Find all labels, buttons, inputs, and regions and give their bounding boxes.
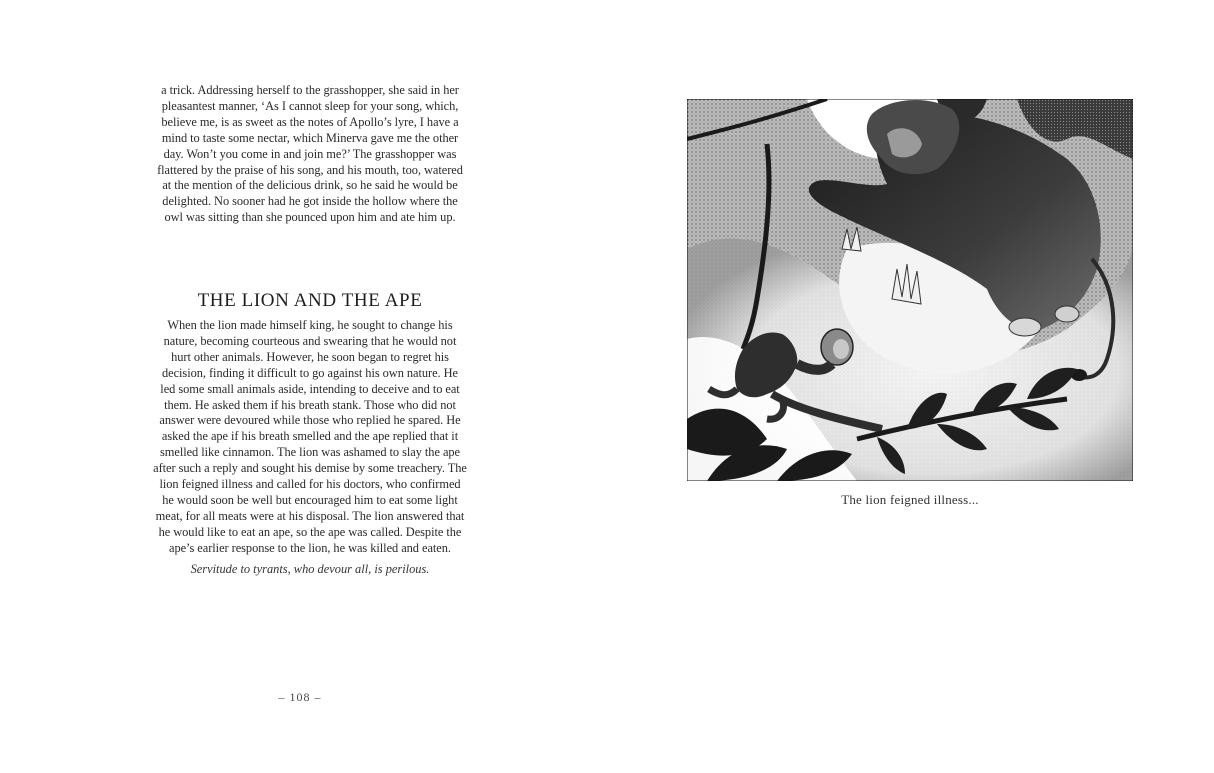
text-line: after such a reply and sought his demise by some treachery. The [153,461,467,476]
text-line: ape’s earlier response to the lion, he was killed and eaten. [169,540,451,555]
text-line: flattered by the praise of his song, and his mouth, too, watered [157,162,463,177]
text-line: hurt other animals. However, he soon began to regret his [171,349,449,364]
text-line: asked the ape if his breath smelled and the ape replied that it [161,429,459,444]
story-title: THE LION AND THE APE [197,290,423,311]
text-line: meat, for all meats were at his disposal. The lion answered that [155,508,465,523]
text-line: at the mention of the delicious drink, so he said he would be [162,178,458,193]
text-line: nature, becoming courteous and swearing that he would not [163,333,457,348]
text-line: smelled like cinnamon. The lion was ashamed to slay the ape [160,445,460,460]
illustration-caption: The lion feigned illness... [841,492,979,507]
continued-story-text [150,83,470,226]
text-line: he would soon be well but encouraged him to eat some light [162,492,458,507]
text-line: When the lion made himself king, he sought to change his [167,318,453,332]
story-body [150,318,470,557]
text-line: lion feigned illness and called for his doctors, who confirmed [159,477,461,492]
page-number: – 108 – [278,690,322,704]
text-line: owl was sitting than she pounced upon him and ate him up. [164,210,456,225]
lion-and-ape-engraving-icon [687,99,1133,481]
text-line: a trick. Addressing herself to the grasshopper, she said in her [161,83,459,97]
text-line: decision, finding it difficult to go against his own nature. He [161,365,458,380]
text-line: day. Won’t you come in and join me?’ The grasshopper was [163,146,457,161]
text-line: led some small animals aside, intending to deceive and to eat [160,381,460,396]
text-line: he would like to eat an ape, so the ape was called. Despite the [158,524,462,539]
text-line: answer were devoured while those who replied he spared. He [159,413,461,428]
right-page [607,0,1214,773]
text-line: them. He asked them if his breath stank. Those who did not [164,397,456,412]
story-moral: Servitude to tyrants, who devour all, is perilous. [190,562,430,576]
text-line: pleasantest manner, ‘As I cannot sleep for your song, which, [161,98,459,113]
text-line: mind to taste some nectar, which Minerva gave me the other [161,130,459,145]
text-line: delighted. No sooner had he got inside the hollow where the [162,194,458,209]
text-line: believe me, is as sweet as the notes of Apollo’s lyre, I have a [161,114,459,129]
